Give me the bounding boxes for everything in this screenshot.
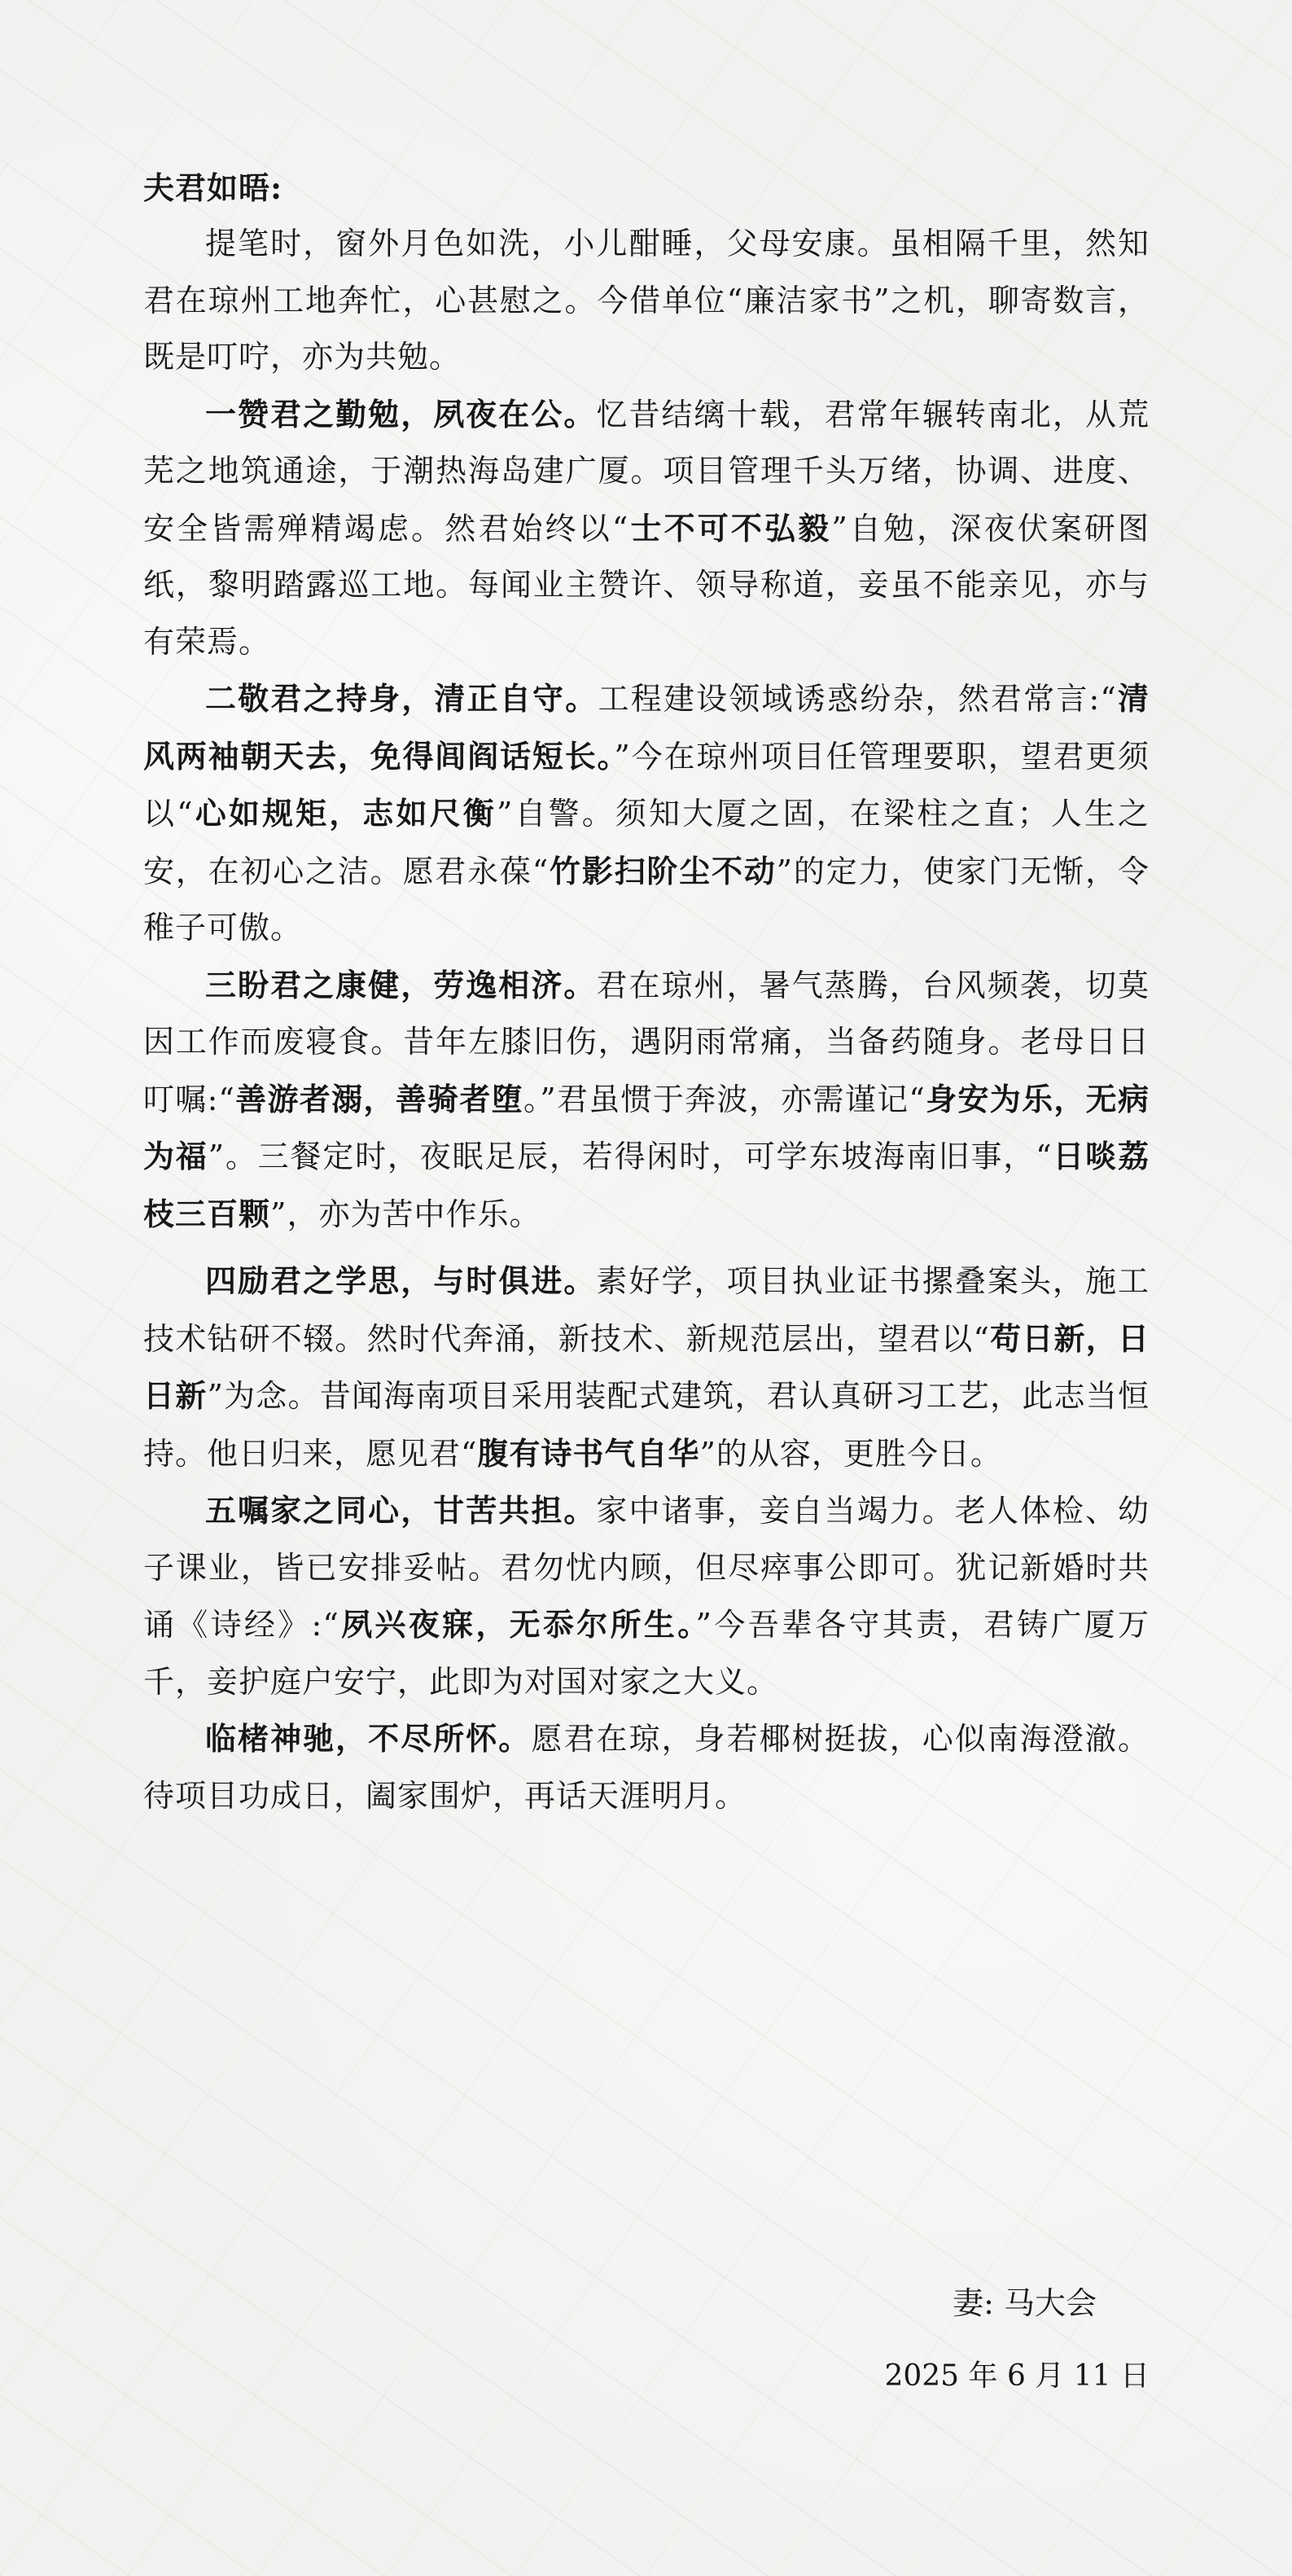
quote-bold: 日啖荔枝三百颗 (143, 1138, 1150, 1232)
signature: 妻: 马大会 (953, 2285, 1097, 2321)
paragraph-text: 愿君在琼，身若椰树挺拔，心似南海澄澈。待项目功成日，阖家围炉，再话天涯明月。 (143, 1721, 1150, 1814)
paragraph-text: 君在琼州，暑气蒸腾，台风频袭，切莫因工作而废寝食。昔年左膝旧伤，遇阴雨常痛，当备药随身。老母日日叮嘱:“ (143, 967, 1150, 1117)
paragraph-health (143, 957, 1150, 1244)
paragraph-text: ”自勉，深夜伏案研图纸，黎明踏露巡工地。每闻业主赞许、领导称道，妾虽不能亲见，亦与有荣焉。 (143, 510, 1150, 660)
paragraph-text: ”的定力，使家门无惭，令稚子可傲。 (143, 853, 1150, 946)
paragraph-heading: 二敬君之持身，清正自守。 (205, 680, 598, 717)
paragraph-learning (143, 1253, 1150, 1482)
quote-bold: 腹有诗书气自华 (477, 1434, 700, 1472)
paragraph-text: ”的从容，更胜今日。 (699, 1435, 1002, 1472)
quote-bold: 竹影扫阶尘不动 (549, 852, 777, 889)
paragraph-text: ”自警。须知大厦之固，在梁柱之直；人生之安，在初心之洁。愿君永葆“ (143, 796, 1150, 889)
paragraph-text: ”今在琼州项目任管理要职，望君更须以“ (143, 738, 1150, 832)
paragraph-text: 家中诸事，妾自当竭力。老人体检、幼子课业，皆已安排妥帖。君勿忧内顾，但尽瘁事公即可。犹记新婚时共诵《诗经》:“ (143, 1493, 1150, 1643)
paragraph-diligence (143, 386, 1150, 671)
letter-body (143, 160, 1150, 1824)
paragraph-text: 忆昔结缡十载，君常年辗转南北，从荒芜之地筑通途，于潮热海岛建广厦。项目管理千头万绪，协调、进度、安全皆需殚精竭虑。然君始终以“ (143, 396, 1150, 546)
paragraph-text: 提笔时，窗外月色如洗，小儿酣睡，父母安康。虽相隔千里，然知君在琼州工地奔忙，心甚慰之。今借单位“廉洁家书”之机，聊寄数言，既是叮咛，亦为共勉。 (143, 226, 1150, 375)
paragraph-heading: 临楮神驰，不尽所怀。 (205, 1720, 532, 1757)
paragraph-closing (143, 1710, 1150, 1824)
paragraph-family (143, 1482, 1150, 1710)
letter-date: 2025 年 6 月 11 日 (884, 2359, 1150, 2393)
salutation: 夫君如晤: (143, 169, 283, 206)
paragraph-intro (143, 216, 1150, 386)
paragraph-heading: 五嘱家之同心，甘苦共担。 (205, 1492, 597, 1529)
quote-bold: 夙兴夜寐，无忝尔所生。 (339, 1606, 696, 1643)
quote-bold: 清风两袖朝天去，免得闾阎话短长。 (143, 680, 1150, 775)
paragraph-heading: 四励君之学思，与时俱进。 (205, 1262, 597, 1299)
paragraph-text: ”今吾辈各守其责，君铸广厦万千，妾护庭户安宁，此即为对国对家之大义。 (143, 1607, 1150, 1700)
paragraph-text: 。”君虽惯于奔波，亦需谨记“ (523, 1081, 926, 1117)
paragraph-heading: 一赞君之勤勉，夙夜在公。 (205, 395, 597, 432)
paragraph-text: ”。三餐定时，夜眠足辰，若得闲时，可学东坡海南旧事，“ (208, 1139, 1053, 1174)
quote-bold: 苟日新，日日新 (143, 1319, 1150, 1414)
paragraph-text: 工程建设领域诱惑纷杂，然君常言:“ (598, 681, 1117, 717)
paragraph-text: ”，亦为苦中作乐。 (270, 1196, 541, 1232)
paragraph-integrity (143, 670, 1150, 957)
quote-bold: 善游者溺，善骑者堕 (234, 1080, 523, 1117)
paragraph-text: ”为念。昔闻海南项目采用装配式建筑，君认真研习工艺，此志当恒持。他日归来，愿见君“ (143, 1378, 1150, 1472)
paragraph-heading: 三盼君之康健，劳逸相济。 (205, 966, 597, 1003)
quote-bold: 身安为乐，无病为福 (143, 1080, 1150, 1174)
quote-bold: 士不可不弘毅 (628, 509, 832, 546)
quote-bold: 心如规矩，志如尺衡 (193, 795, 497, 832)
paragraph-text: 素好学，项目执业证书摞叠案头，施工技术钻研不辍。然时代奔涌，新技术、新规范层出，望君以“ (143, 1263, 1150, 1357)
